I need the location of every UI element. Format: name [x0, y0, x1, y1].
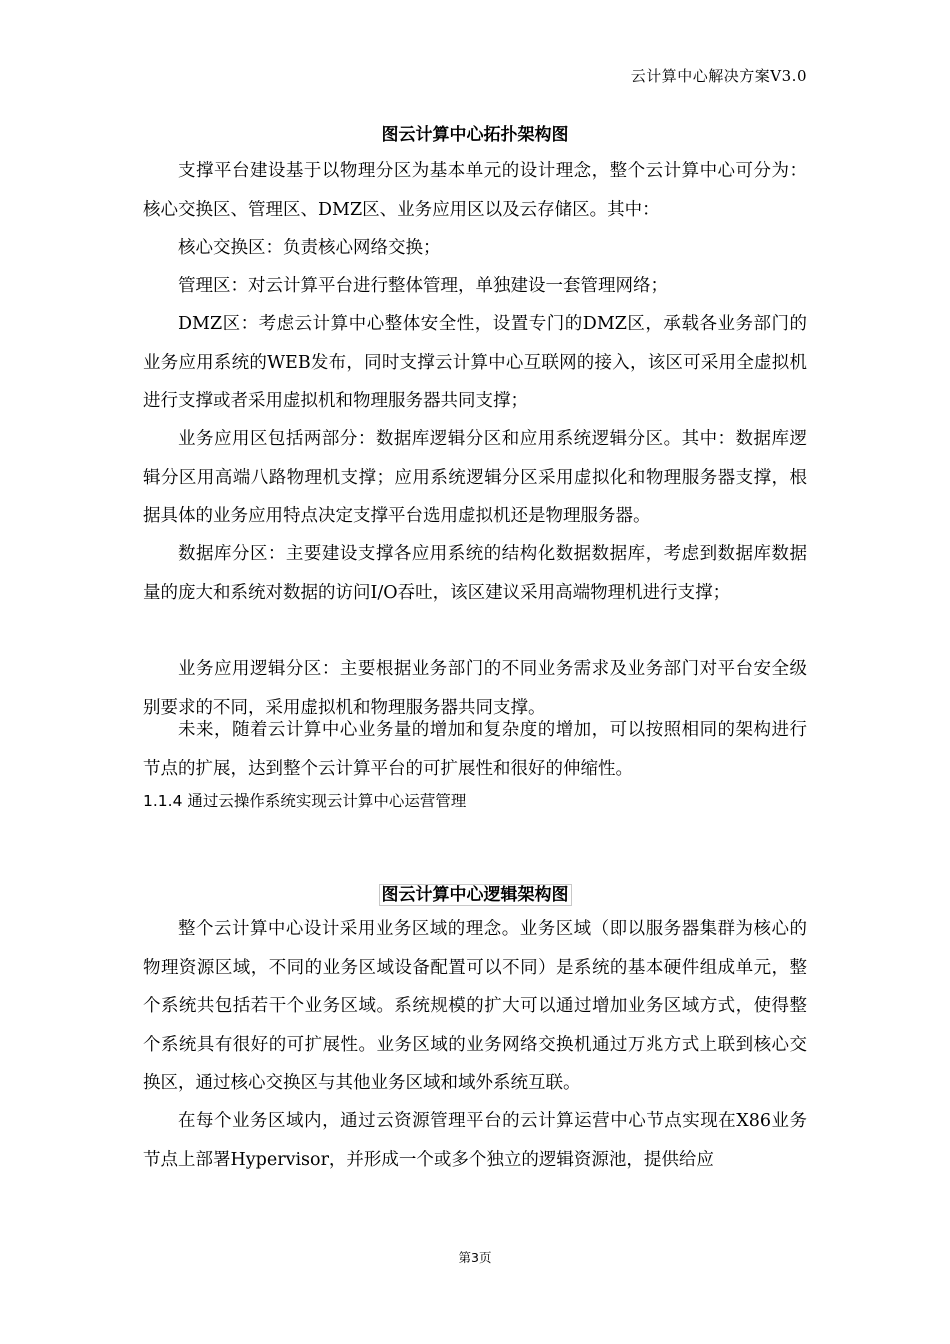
paragraph-core-switch-zone: 核心交换区：负责核心网络交换；: [178, 238, 441, 258]
paragraph-business-region: 整个云计算中心设计采用业务区域的理念。业务区域（即以服务器集群为核心的物理资源区域，不同的业务区域设备配置可以不同）是系统的基本硬件组成单元，整个系统共包括若干个业务区域。系统规模的扩大可以通过增加业务区域方式，使得整个系统具有很好的可扩展性。业务区域的业务网络交换机通过万兆方式上联到核心交换区，通过核心交换区与其他业务区域和域外系统互联。: [143, 919, 807, 1093]
paragraph-business-zone: 业务应用区包括两部分：数据库逻辑分区和应用系统逻辑分区。其中：数据库逻辑分区用高端八路物理机支撑；应用系统逻辑分区采用虚拟化和物理服务器支撑，根据具体的业务应用特点决定支撑平台选用虚拟机还是物理服务器。: [143, 429, 807, 526]
paragraph-dmz-zone: DMZ区：考虑云计算中心整体安全性，设置专门的DMZ区，承载各业务部门的业务应用系统的WEB发布，同时支撑云计算中心互联网的接入，该区可采用全虚拟机进行支撑或者采用虚拟机和物理服务器共同支撑；: [143, 314, 807, 411]
paragraph-future-expansion: 未来，随着云计算中心业务量的增加和复杂度的增加，可以按照相同的架构进行节点的扩展，达到整个云计算平台的可扩展性和很好的伸缩性。: [143, 720, 807, 779]
paragraph-hypervisor: 在每个业务区域内，通过云资源管理平台的云计算运营中心节点实现在X86业务节点上部署Hypervisor，并形成一个或多个独立的逻辑资源池，提供给应: [143, 1111, 807, 1170]
figure-caption-logical-text: 图云计算中心逻辑架构图: [379, 884, 572, 906]
figure-caption-logical: [0, 880, 950, 905]
paragraph-management-zone: 管理区：对云计算平台进行整体管理，单独建设一套管理网络；: [178, 276, 668, 296]
figure-caption-topology-text: 图云计算中心拓扑架构图: [381, 125, 569, 145]
page-header: 云计算中心解决方案V3.0: [630, 67, 807, 85]
section-heading: 1.1.4 通过云操作系统实现云计算中心运营管理: [143, 792, 467, 810]
paragraph-business-logic-zone: 业务应用逻辑分区：主要根据业务部门的不同业务需求及业务部门对平台安全级别要求的不同，采用虚拟机和物理服务器共同支撑。: [143, 659, 807, 718]
page-number: 第3页: [458, 1250, 492, 1265]
figure-caption-topology: [0, 120, 950, 145]
paragraph-database-zone: 数据库分区：主要建设支撑各应用系统的结构化数据数据库，考虑到数据库数据量的庞大和系统对数据的访问I/O吞吐，该区建议采用高端物理机进行支撑；: [143, 544, 807, 603]
paragraph-platform-intro: 支撑平台建设基于以物理分区为基本单元的设计理念，整个云计算中心可分为：核心交换区、管理区、DMZ区、业务应用区以及云存储区。其中：: [143, 161, 807, 220]
